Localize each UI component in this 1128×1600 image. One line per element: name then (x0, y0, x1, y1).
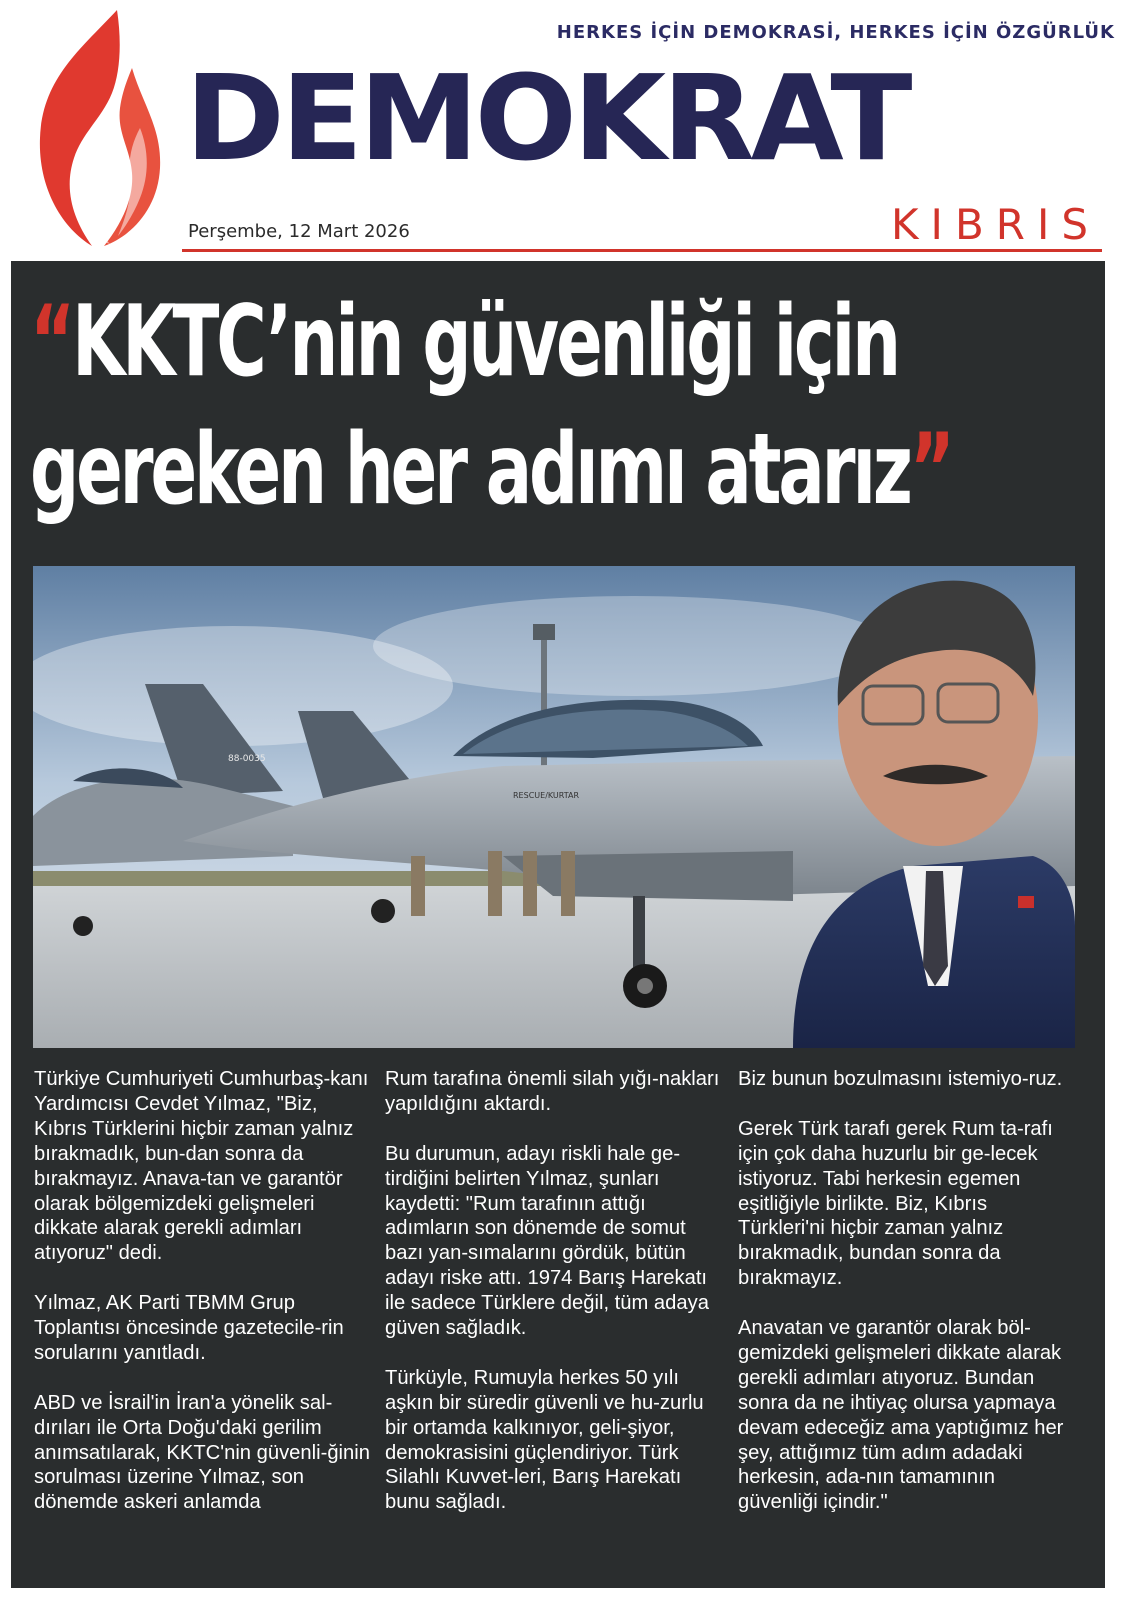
paragraph: Anavatan ve garantör olarak böl-gemizdeki gelişmeleri dikkate alarak gerekli adımları atıyoruz. Bundan sonra da ne ihtiyaç olursa yapmaya devam edeceğiz ama yaptığımız her şey, attığımız tüm adım adadaki herkesin, ada-nın tamamının güvenliği içindir." (738, 1317, 1064, 1514)
headline-text-1: KKTC’nin güvenliği için (72, 285, 898, 399)
fighter-jet-photo (33, 566, 1075, 1048)
article-column-2 (385, 1067, 725, 1540)
article-column-3 (738, 1067, 1078, 1540)
brand-region: KIBRIS (891, 200, 1100, 249)
headline-text-2: gereken her adımı atarız (30, 413, 910, 527)
issue-date: Perşembe, 12 Mart 2026 (188, 221, 410, 242)
rescue-label: RESCUE/KURTAR (513, 791, 580, 800)
paragraph: Biz bunun bozulmasını istemiyo-ruz. (738, 1068, 1063, 1090)
masthead-rule (182, 249, 1102, 252)
open-quote: “ (30, 285, 73, 399)
brand-title: DEMOKRAT (185, 49, 909, 187)
paragraph: Türkiye Cumhuriyeti Cumhurbaş-kanı Yardımcısı Cevdet Yılmaz, "Biz, Kıbrıs Türklerini hiçbir zaman yalnız bırakmadık, bun-dan sonra da bırakmayız. Anava-tan ve garantör olarak bölgemizdeki gelişmeleri dikkate alarak gerekli adımları atıyoruz" dedi. (34, 1068, 369, 1265)
headline-line-1 (30, 278, 1106, 406)
headline (30, 278, 952, 534)
paragraph: Rum tarafına önemli silah yığı-nakları yapıldığını aktardı. (385, 1068, 720, 1115)
masthead (0, 0, 1128, 258)
flame-logo-icon (22, 8, 172, 248)
close-quote: ” (909, 413, 952, 527)
paragraph: Yılmaz, AK Parti TBMM Grup Toplantısı öncesinde gazetecile-rin sorularını yanıtladı. (34, 1292, 344, 1364)
paragraph: ABD ve İsrail'in İran'a yönelik sal-dırıları ile Orta Doğu'daki gerilim anımsatılarak, KKTC'nin güvenli-ğinin sorulması üzerine Yılmaz, son dönemde askeri anlamda (34, 1391, 370, 1514)
lead-photo (33, 566, 1075, 1048)
paragraph: Bu durumun, adayı riskli hale ge-tirdiğini belirten Yılmaz, şunları kaydetti: "Rum tarafının attığı adımların son dönemde de somut bazı yan-sımalarını gördük, bütün adayı riske attı. 1974 Barış Harekatı ile sadece Türklere değil, tüm adaya güven sağladık. (385, 1142, 709, 1340)
article-column-1 (34, 1067, 374, 1540)
paragraph: Gerek Türk tarafı gerek Rum ta-rafı için çok daha huzurlu bir ge-lecek istiyoruz. Tabi herkesin egemen eşitliğiyle birlikte. Biz, Kıbrıs Türkleri'ni hiçbir zaman yalnız bırakmadık, bundan sonra da bırakmayız. (738, 1117, 1053, 1290)
tail-number: 88-0035 (228, 754, 266, 764)
headline-line-2 (30, 406, 1106, 534)
paragraph: Türküyle, Rumuyla herkes 50 yılı aşkın bir süredir güvenli ve hu-zurlu bir ortamda kalkınıyor, geli-şiyor, demokrasisini güçlendiriyor. Türk Silahlı Kuvvet-leri, Barış Harekatı bunu sağladı. (385, 1366, 704, 1514)
slogan: HERKES İÇİN DEMOKRASİ, HERKES İÇİN ÖZGÜRLÜK (556, 22, 1115, 43)
